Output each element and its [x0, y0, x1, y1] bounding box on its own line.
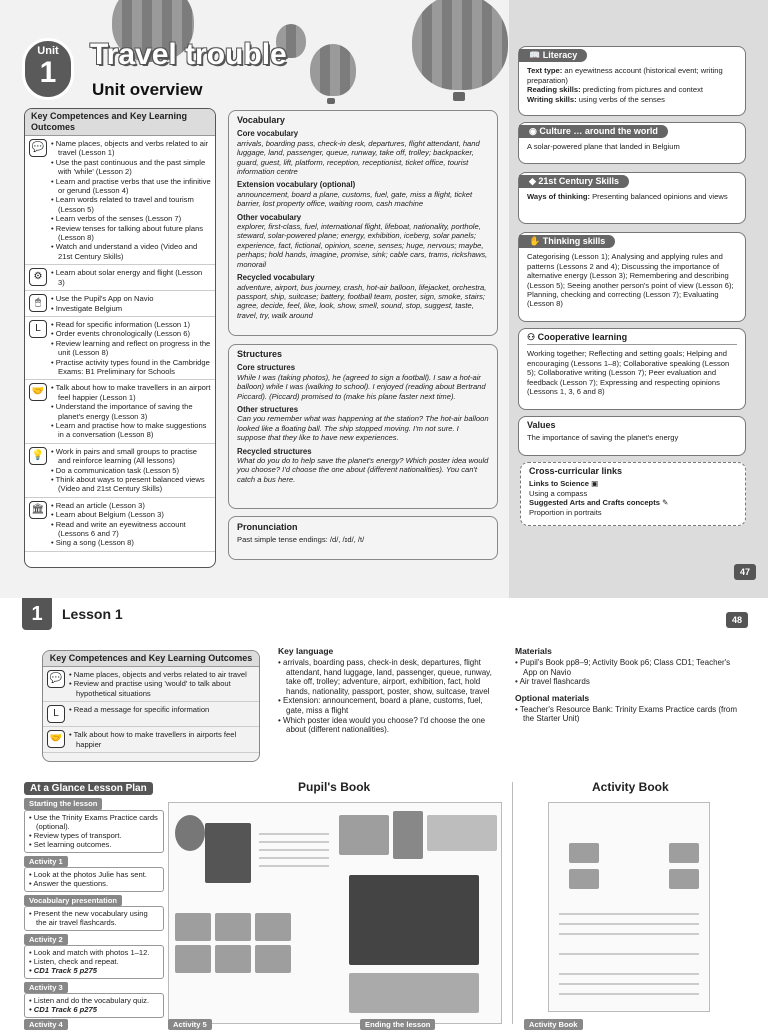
learn-icon: L	[47, 705, 65, 723]
thumb-photo	[175, 913, 211, 941]
literacy-text: an eyewitness account (historical event; writing preparation)	[527, 66, 723, 85]
literacy-line	[527, 66, 737, 85]
lesson-page-number: 48	[726, 612, 748, 628]
kc-list	[69, 730, 255, 749]
science-text: Using a compass	[529, 488, 588, 498]
text-line	[559, 993, 699, 995]
glance-tag: Activity 2	[24, 934, 68, 945]
tablet-message	[349, 875, 479, 965]
unit-badge	[22, 38, 74, 100]
section-title: Core vocabulary	[237, 129, 299, 139]
handshake-icon: 🤝	[47, 730, 65, 748]
glance-tag: Activity 3	[24, 982, 68, 993]
values-text: The importance of saving the planet's energy	[527, 433, 679, 443]
ab-photo	[569, 869, 599, 889]
section-title: Extension vocabulary (optional)	[237, 180, 356, 190]
list-item: • Teacher's Resource Bank: Trinity Exams Practice cards (from the Starter Unit)	[515, 705, 745, 724]
literacy-text: predicting from pictures and context	[580, 85, 704, 95]
pupils-book-thumbnail	[168, 802, 502, 1024]
vocabulary-sections	[237, 129, 489, 320]
kc-row	[25, 136, 215, 265]
kc-row	[25, 265, 215, 291]
key-competences-heading: Key Competences and Key Learning Outcomes	[25, 109, 215, 136]
culture-tag-label: Culture … around the world	[539, 126, 658, 136]
pronunciation-text: Past simple tense endings: /d/, /ɪd/, /t/	[237, 535, 365, 545]
people-icon: ⚇	[527, 332, 538, 342]
literacy-tag-label: Literacy	[542, 50, 578, 60]
kc-row	[43, 702, 259, 727]
glance-item: • Look at the photos Julie has sent.	[29, 870, 159, 879]
glance-item: • Present the new vocabulary using the air travel flashcards.	[29, 909, 159, 928]
kc-item: • Read a message for specific information	[69, 705, 209, 714]
thinking-tag-label: Thinking skills	[542, 236, 606, 246]
kc-item: • Investigate Belgium	[51, 304, 153, 313]
section-title: Recycled structures	[237, 446, 312, 456]
bottom-tag-activity-book: Activity Book	[524, 1019, 583, 1030]
key-language-heading: Key language	[278, 646, 334, 656]
pronunciation-heading: Pronunciation	[237, 522, 298, 532]
speech-bubble-icon: 💬	[29, 139, 47, 157]
glance-item: • CD1 Track 6 p275	[29, 1005, 159, 1014]
arts-label: Suggested Arts and Crafts concepts	[529, 498, 660, 508]
century-tag-label: 21st Century Skills	[538, 176, 619, 186]
activity-book-heading: Activity Book	[592, 780, 669, 794]
literacy-text: using verbs of the senses	[576, 94, 665, 104]
gears-icon: ⚙	[29, 268, 47, 286]
key-language	[278, 646, 500, 735]
kc-item: • Name places, objects and verbs related to air travel (Lesson 1)	[51, 139, 211, 158]
glance-list	[29, 870, 159, 889]
glance-item: • Set learning outcomes.	[29, 840, 159, 849]
kc-row	[25, 444, 215, 498]
balloon-basket	[327, 98, 335, 104]
text-line	[559, 933, 699, 935]
cross-curricular-box	[520, 462, 746, 526]
glance-heading: At a Glance Lesson Plan	[24, 782, 153, 795]
unit-title: Travel trouble	[90, 38, 287, 71]
children-photo	[349, 973, 479, 1013]
unit-label: Unit	[37, 45, 59, 57]
kc-list	[51, 139, 211, 261]
culture-text: A solar-powered plane that landed in Belgium	[527, 142, 680, 152]
kc-list	[69, 705, 209, 714]
century-value: Presenting balanced opinions and views	[590, 192, 728, 202]
speech-bubble-icon: 💬	[47, 670, 65, 688]
section-text: arrivals, boarding pass, check-in desk, departures, flight attendant, hand luggage, land, passenger, queue, runway, take off, trolley; backpacker, guard, guest, lift, platform, reception, receptionist, ticket office, tourist information centre	[237, 138, 480, 177]
key-competences-rows	[25, 136, 215, 552]
materials-list	[515, 658, 745, 687]
kc-item: • Learn about Belgium (Lesson 3)	[51, 510, 211, 519]
page-number: 47	[734, 564, 756, 580]
kc-item: • Read and write an eyewitness account (Lessons 6 and 7)	[51, 520, 211, 539]
kc-row	[25, 317, 215, 380]
structures-sections	[237, 363, 489, 484]
kc-item: • Talk about how to make travellers in an airport feel happier (Lesson 1)	[51, 383, 211, 402]
materials	[515, 646, 745, 724]
ab-photo	[669, 869, 699, 889]
kc-list	[69, 670, 255, 698]
list-item: • arrivals, boarding pass, check-in desk, departures, flight attendant, hand luggage, land, passenger, queue, runway, take off, trolley; adventure, airport, exhibition, fact, hold hands, nationality, passport, poster, show, suitcase, travel	[278, 658, 500, 696]
glance-body	[24, 945, 164, 979]
materials-heading: Materials	[515, 646, 552, 656]
unit-number: 1	[39, 56, 57, 89]
cooperative-text: Working together; Reflecting and setting goals; Helping and encouraging (Lessons 1–8); Collaborative speaking (Lesson 5); Collaborative writing (Lesson 7); Peer evaluation and feedback (Lesson 7); Expressing and respecting opinions (Lessons 1, 3, 6 and 8)	[527, 349, 730, 397]
kc-item: • Learn about solar energy and flight (Lesson 3)	[51, 268, 211, 287]
culture-box	[518, 122, 746, 164]
glance-item: • Listen and do the vocabulary quiz.	[29, 996, 159, 1005]
kc-item: • Watch and understand a video (Video and 21st Century Skills)	[51, 242, 211, 261]
glance-item: • Review types of transport.	[29, 831, 159, 840]
glance-body	[24, 993, 164, 1018]
century-text	[527, 192, 737, 201]
bottom-tag-activity4: Activity 4	[24, 1019, 68, 1030]
glance-item: • Listen, check and repeat.	[29, 957, 159, 966]
values-heading: Values	[527, 420, 556, 430]
pupils-book-heading: Pupil's Book	[298, 780, 371, 794]
section-title: Other vocabulary	[237, 212, 302, 222]
text-line	[559, 973, 699, 975]
lightbulb-icon: 💡	[29, 447, 47, 465]
kc-item: • Learn words related to travel and tourism (Lesson 5)	[51, 195, 211, 214]
century-icon: ◆	[529, 176, 539, 186]
kc-item: • Practise activity types found in the Cambridge Exams: B1 Preliminary for Schools	[51, 358, 211, 377]
thinking-skills-box	[518, 232, 746, 322]
thumb-photo	[175, 945, 211, 973]
thinking-tag	[519, 235, 615, 248]
glance-tag: Vocabulary presentation	[24, 895, 122, 906]
kc-item: • Order events chronologically (Lesson 6)	[51, 329, 211, 338]
science-label: Links to Science	[529, 479, 589, 489]
text-line	[559, 983, 699, 985]
kc-item: • Review and practise using 'would' to talk about hypothetical situations	[69, 679, 255, 698]
kc-list	[51, 268, 211, 287]
hand-icon: ✋	[529, 236, 543, 246]
culture-tag	[519, 125, 668, 138]
ab-photo	[569, 843, 599, 863]
balloon-decoration	[310, 44, 356, 96]
thumb-photo	[215, 913, 251, 941]
section-text: explorer, first-class, fuel, international flight, lifeboat, nationality, porthole, steward, solar-powered plane; energy, exhibition, iceberg, solar panels; experience, fact, fictional, opinion, scene, senses; huge, nervous; maybe, perhaps; hold hands, imagine, promise, sink; cable cars, trams, rickshaws, monorail	[237, 222, 488, 269]
kc-item: • Learn and practise how to make suggestions in a conversation (Lesson 8)	[51, 421, 211, 440]
science-icon: ▣	[591, 479, 599, 489]
kc-item: • Review learning and reflect on progress in the unit (Lesson 8)	[51, 339, 211, 358]
kc-row	[43, 667, 259, 702]
glance-tag: Activity 1	[24, 856, 68, 867]
kc-item: • Use the past continuous and the past simple with 'while' (Lesson 2)	[51, 158, 211, 177]
literacy-tag	[519, 49, 587, 62]
structures-heading: Structures	[237, 349, 283, 359]
kc-row	[25, 380, 215, 443]
text-line	[259, 841, 329, 843]
girl-photo	[175, 815, 205, 851]
globe-icon: ◉	[529, 126, 540, 136]
section-title: Core structures	[237, 363, 296, 373]
thumb-photo	[255, 945, 291, 973]
century-label: Ways of thinking:	[527, 192, 590, 202]
lesson-kc-heading: Key Competences and Key Learning Outcomes	[43, 651, 259, 667]
museum-icon: 🏛	[29, 501, 47, 519]
kc-list	[51, 294, 153, 313]
thinking-text: Categorising (Lesson 1); Analysing and applying rules and patterns (Lessons 2 and 4); Discussing the importance of alternative energy (Lesson 3); Remembering and describing (Lesson 5); Seeing another person's point of view (Lesson 6); Planning, checking and correcting (Lesson 7); Evaluating (Lesson 8)	[527, 252, 734, 309]
text-line	[559, 953, 699, 955]
kc-item: • Do a communication task (Lesson 5)	[51, 466, 211, 475]
cooperative-box	[518, 328, 746, 410]
literacy-label: Writing skills:	[527, 94, 577, 104]
values-box	[518, 416, 746, 456]
section-text: adventure, airport, bus journey, crash, hot-air balloon, lifejacket, orchestra, passport, ship, suitcase; battery, football team, poster, sign, smoke, stairs; agree, decide, feel, like, look, show, smell, sound, stop, suggest, taste, travel, try, walk around	[237, 282, 487, 320]
century-tag	[519, 175, 629, 188]
kc-list	[51, 383, 211, 439]
divider-line	[512, 782, 513, 1024]
list-item: • Extension: announcement, board a plane, customs, fuel, gate, miss a flight	[278, 696, 500, 715]
kc-item: • Talk about how to make travellers in airports feel happier	[69, 730, 255, 749]
plane-photo	[427, 815, 497, 851]
glance-body	[24, 867, 164, 892]
kc-item: • Read for specific information (Lesson 1)	[51, 320, 211, 329]
literacy-label: Text type:	[527, 66, 563, 76]
glance-tag: Starting the lesson	[24, 798, 102, 809]
glance-list	[29, 909, 159, 928]
literacy-label: Reading skills:	[527, 85, 581, 95]
text-line	[259, 865, 329, 867]
unit-subtitle: Unit overview	[92, 80, 203, 99]
book-icon: 📖	[529, 50, 543, 60]
text-line	[559, 913, 699, 915]
attendant-photo	[393, 811, 423, 859]
glance-blocks	[24, 795, 164, 1017]
section-text: While I was (taking photos), he (agreed to sign a football). I saw a hot-air balloon) while I was (walking to school). I enjoyed (reading about Bertrand Piccard). (Piccard) promised to (make his plane faster next time).	[237, 372, 486, 401]
kc-row	[25, 291, 215, 317]
section-text: What do you do to help save the planet's energy? Which poster idea would you choose? I'd choose the one about (different nationalities). You can't catch a bus here.	[237, 456, 489, 484]
glance-list	[29, 813, 159, 850]
section-title: Other structures	[237, 405, 299, 415]
lesson-badge: 1	[22, 598, 52, 630]
literacy-box	[518, 46, 746, 116]
kc-list	[51, 447, 211, 494]
kc-list	[51, 320, 211, 376]
kc-item: • Learn verbs of the senses (Lesson 7)	[51, 214, 211, 223]
lesson-kc-rows	[43, 667, 259, 753]
literacy-line	[527, 95, 737, 104]
lesson-kc-box	[42, 650, 260, 762]
list-item: • Air travel flashcards	[515, 677, 745, 687]
bottom-tag-activity5: Activity 5	[168, 1019, 212, 1030]
list-item: • Pupil's Book pp8–9; Activity Book p6; Class CD1; Teacher's App on Navio	[515, 658, 745, 677]
glance-item: • Answer the questions.	[29, 879, 159, 888]
tablet-photo	[205, 823, 251, 883]
kc-item: • Review tenses for talking about future plans (Lesson 8)	[51, 224, 211, 243]
kc-item: • Think about ways to present balanced views (Video and 21st Century Skills)	[51, 475, 211, 494]
kc-item: • Use the Pupil's App on Navio	[51, 294, 153, 303]
key-competences-box	[24, 108, 216, 568]
list-item: • Which poster idea would you choose? I'd choose the one about (different nationalities).	[278, 716, 500, 735]
glance-item: • Look and match with photos 1–12.	[29, 948, 159, 957]
learn-icon: L	[29, 320, 47, 338]
pencil-icon: ✎	[662, 498, 669, 508]
glance-item: • Use the Trinity Exams Practice cards (optional).	[29, 813, 159, 832]
section-title: Recycled vocabulary	[237, 273, 315, 283]
activity-book-thumbnail	[548, 802, 710, 1012]
kc-item: • Understand the importance of saving the planet's energy (Lesson 3)	[51, 402, 211, 421]
glance-body	[24, 810, 164, 853]
kc-item: • Name places, objects and verbs related to air travel	[69, 670, 255, 679]
glance-item: • CD1 Track 5 p275	[29, 966, 159, 975]
kc-item: • Sing a song (Lesson 8)	[51, 538, 211, 547]
arts-line	[529, 498, 737, 507]
kc-row	[25, 498, 215, 552]
kc-list	[51, 501, 211, 548]
lesson-title: Lesson 1	[62, 606, 123, 622]
balloon-basket	[453, 92, 465, 101]
cooperative-tag-label: Cooperative learning	[537, 332, 628, 342]
bottom-tag-ending: Ending the lesson	[360, 1019, 435, 1030]
vocabulary-heading: Vocabulary	[237, 115, 285, 125]
cooperative-heading	[527, 333, 737, 345]
kc-item: • Read an article (Lesson 3)	[51, 501, 211, 510]
glance-list	[29, 948, 159, 976]
text-line	[259, 857, 329, 859]
arts-text: Proportion in portraits	[529, 507, 602, 517]
science-line	[529, 479, 737, 488]
text-line	[259, 833, 329, 835]
key-language-list	[278, 658, 500, 735]
structures-box	[228, 344, 498, 509]
kc-item: • Learn and practise verbs that use the infinitive or gerund (Lesson 4)	[51, 177, 211, 196]
section-text: announcement, board a plane, customs, fuel, gate, miss a flight, ticket barrier, lost property office, waiting room, cash machine	[237, 189, 473, 209]
kc-row	[43, 727, 259, 753]
thumb-photo	[215, 945, 251, 973]
airport-photo	[339, 815, 389, 855]
optional-list	[515, 705, 745, 724]
pronunciation-box	[228, 516, 498, 560]
glance-list	[29, 996, 159, 1015]
text-line	[259, 849, 329, 851]
optional-heading: Optional materials	[515, 692, 590, 703]
vocabulary-box	[228, 110, 498, 336]
lesson-page	[0, 598, 768, 1029]
glance-plan	[24, 782, 164, 1018]
text-line	[559, 923, 699, 925]
glance-body	[24, 906, 164, 931]
mouse-icon: 🖱	[29, 294, 47, 312]
thumb-photo	[255, 913, 291, 941]
ab-photo	[669, 843, 699, 863]
handshake-icon: 🤝	[29, 383, 47, 401]
cross-heading: Cross-curricular links	[529, 466, 623, 476]
century-skills-box	[518, 172, 746, 224]
kc-item: • Work in pairs and small groups to practise and reinforce learning (All lessons)	[51, 447, 211, 466]
literacy-line	[527, 85, 737, 94]
section-text: Can you remember what was happening at the station? The hot-air balloon looked like a floating ball. The ship stopped moving. I'm not sure. I suppose that they like to have new experiences.	[237, 414, 489, 443]
balloon-decoration	[412, 0, 508, 90]
